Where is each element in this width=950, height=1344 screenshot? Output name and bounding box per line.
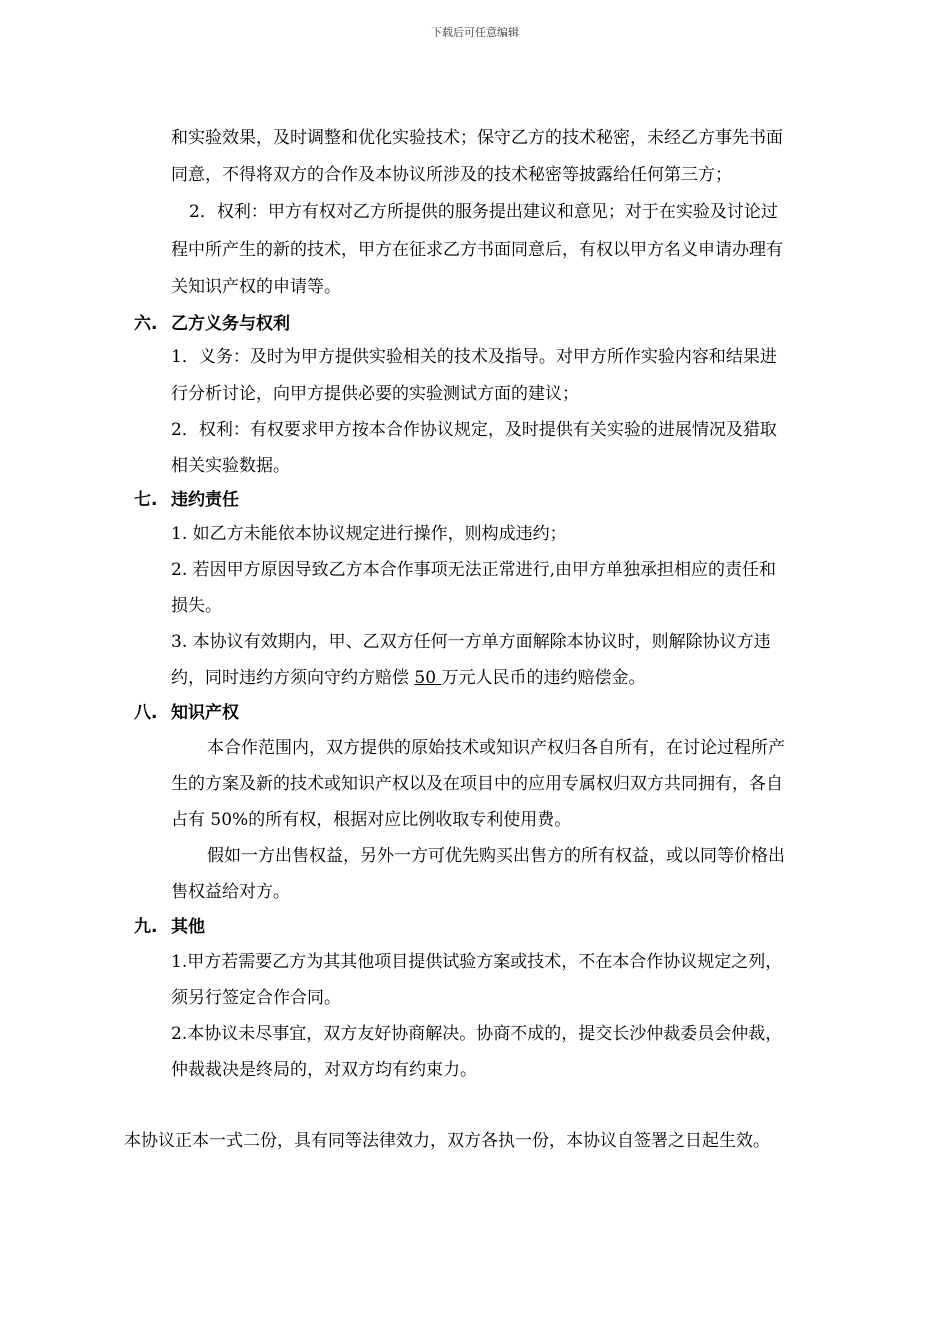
body-line: 程中所产生的新的技术，甲方在征求乙方书面同意后，有权以甲方名义申请办理有 [171,240,783,260]
body-line: 1.甲方若需要乙方为其其他项目提供试验方案或技术，不在本合作协议规定之列， [171,952,783,972]
compensation-amount: 50 [414,668,442,688]
body-text: 万元人民币的违约赔偿金。 [441,668,646,688]
body-line: 行分析讨论，向甲方提供必要的实验测试方面的建议； [171,384,579,404]
section-number: 八. [134,703,158,723]
body-line: 生的方案及新的技术或知识产权以及在项目中的应用专属权归双方共同拥有，各自 [171,774,783,794]
body-line: 关知识产权的申请等。 [171,277,341,297]
section-heading-6 [134,312,290,336]
body-line: 和实验效果，及时调整和优化实验技术；保守乙方的技术秘密，未经乙方事先书面 [171,128,783,148]
body-line: 2.本协议未尽事宜，双方友好协商解决。协商不成的，提交长沙仲裁委员会仲裁， [171,1024,783,1044]
body-line: 须另行签定合作合同。 [171,988,341,1008]
body-line: 相关实验数据。 [171,456,290,476]
section-number: 六. [134,314,158,334]
section-heading-8 [134,701,239,725]
body-line: 2．权利：甲方有权对乙方所提供的服务提出建议和意见；对于在实验及讨论过 [189,202,778,222]
body-line: 1．义务：及时为甲方提供实验相关的技术及指导。对甲方所作实验内容和结果进 [171,347,777,367]
body-line: 占有 50%的所有权，根据对应比例收取专利使用费。 [171,810,572,830]
section-number: 七. [134,490,158,510]
body-line: 同意，不得将双方的合作及本协议所涉及的技术秘密等披露给任何第三方； [171,165,732,185]
body-line: 2. 若因甲方原因导致乙方本合作事项无法正常进行,由甲方单独承担相应的责任和 [171,560,777,580]
body-line: 3. 本协议有效期内，甲、乙双方任何一方单方面解除本协议时，则解除协议方违 [171,632,771,652]
body-line: 假如一方出售权益，另外一方可优先购买出售方的所有权益，或以同等价格出 [207,846,785,866]
section-number: 九. [134,917,158,937]
body-text: 约，同时违约方须向守约方赔偿 [171,668,415,688]
section-heading-9 [134,915,205,939]
body-line: 仲裁裁决是终局的，对双方均有约束力。 [171,1060,477,1080]
body-line: 2．权利：有权要求甲方按本合作协议规定，及时提供有关实验的进展情况及猎取 [171,420,777,440]
section-title: 违约责任 [171,490,239,510]
section-heading-7 [134,488,239,512]
body-line [171,666,645,690]
section-title: 其他 [171,917,205,937]
section-title: 乙方义务与权利 [171,314,290,334]
body-line: 本合作范围内，双方提供的原始技术或知识产权归各自所有，在讨论过程所产 [207,738,785,758]
closing-statement: 本协议正本一式二份，具有同等法律效力，双方各执一份，本协议自签署之日起生效。 [124,1131,770,1151]
body-line: 损失。 [171,596,222,616]
body-line: 1. 如乙方未能依本协议规定进行操作，则构成违约； [171,524,567,544]
page-header: 下载后可任意编辑 [431,26,519,39]
section-title: 知识产权 [171,703,239,723]
body-line: 售权益给对方。 [171,882,290,902]
